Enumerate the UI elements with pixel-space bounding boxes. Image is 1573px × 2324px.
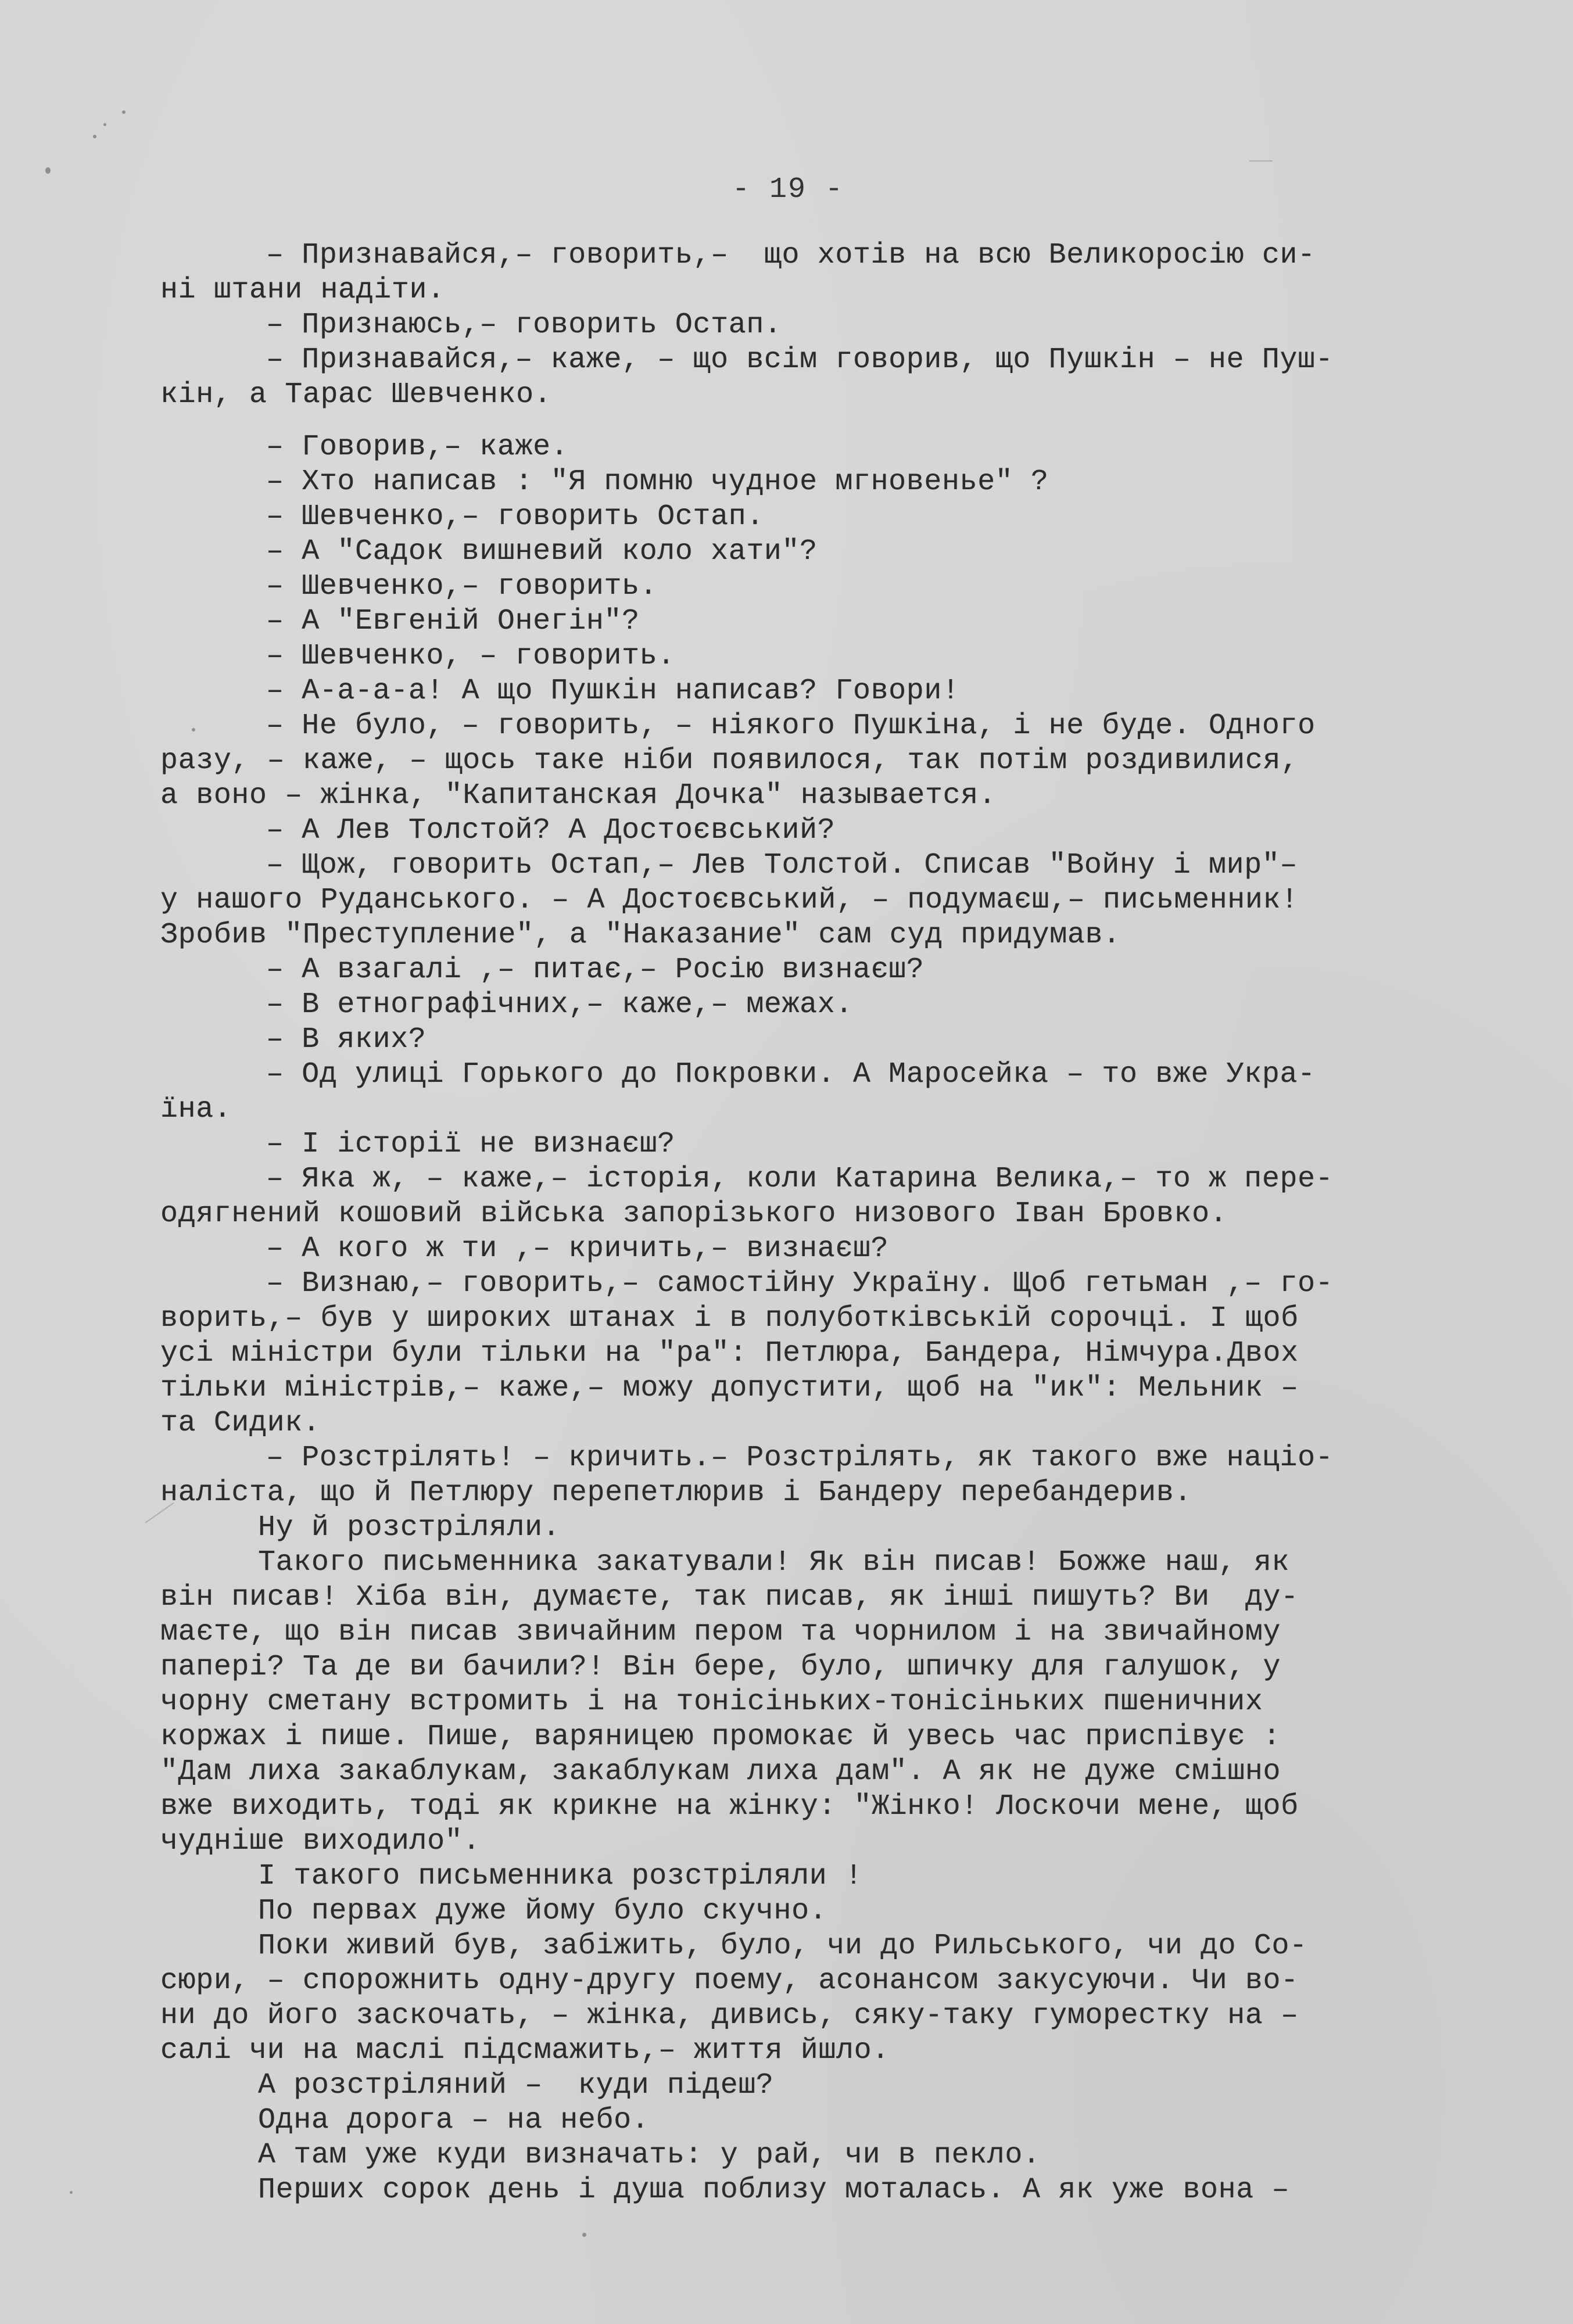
text-line: він писав! Хіба він, думаєте, так писав, як інші пишуть? Ви ду- <box>160 1581 1299 1614</box>
text-line: – А "Садок вишневий коло хати"? <box>266 535 818 568</box>
text-line: І такого письменника розстріляли ! <box>258 1860 863 1893</box>
text-line: А там уже куди визначать: у рай, чи в пекло. <box>258 2139 1041 2172</box>
text-line: а воно – жінка, "Капитанская Дочка" называется. <box>160 779 997 812</box>
text-line: – Признавайся,– говорить,– що хотів на всю Великоросію си- <box>266 239 1316 272</box>
text-line: – Розстрілять! – кричить.– Розстрілять, як такого вже націо- <box>266 1441 1334 1475</box>
paper-speck <box>45 167 51 174</box>
text-line: – Говорив,– каже. <box>266 431 569 464</box>
text-line: разу, – каже, – щось таке ніби появилося, так потім роздивилися, <box>160 744 1299 777</box>
text-line: Поки живий був, забіжить, було, чи до Рильського, чи до Со- <box>258 1930 1307 1963</box>
text-line: кін, а Тарас Шевченко. <box>160 378 552 411</box>
text-line: коржах і пише. Пише, варяницею промокає й увесь час приспівує : <box>160 1720 1281 1753</box>
text-line: По первах дуже йому було скучно. <box>258 1895 827 1928</box>
text-line: – Визнаю,– говорить,– самостійну Україну. Щоб гетьман ,– го- <box>266 1267 1334 1300</box>
text-line: Перших сорок день і душа поблизу моталась. А як уже вона – <box>258 2174 1290 2207</box>
text-line: вже виходить, тоді як крикне на жінку: "Жінко! Лоскочи мене, щоб <box>160 1790 1299 1823</box>
text-line: Зробив "Преступление", а "Наказание" сам суд придумав. <box>160 919 1121 952</box>
text-line: – А "Евгеній Онегін"? <box>266 605 640 638</box>
page-number: - 19 - <box>732 173 844 206</box>
text-line: чорну сметану встромить і на тонісінькиx-тонісіньких пшеничних <box>160 1685 1263 1719</box>
text-line: "Дам лиха закаблукам, закаблукам лиха дам". А як не дуже смішно <box>160 1755 1281 1788</box>
text-line: Одна дорога – на небо. <box>258 2104 650 2137</box>
text-line: ні штани надіти. <box>160 274 445 307</box>
text-line: папері? Та де ви бачили?! Він бере, було, шпичку для галушок, у <box>160 1651 1281 1684</box>
text-line: – А кого ж ти ,– кричить,– визнаєш? <box>266 1232 889 1265</box>
paper-speck <box>582 2233 586 2237</box>
text-line: – Не було, – говорить, – ніякого Пушкіна, і не буде. Одного <box>266 709 1316 743</box>
text-line: у нашого Руданського. – А Достоєвський, – подумаєш,– письменник! <box>160 884 1299 917</box>
text-line: – І історії не визнаєш? <box>266 1128 675 1161</box>
text-line: – А взагалі ,– питає,– Росію визнаєш? <box>266 953 925 987</box>
paper-speck <box>103 123 106 126</box>
text-line: тільки міністрів,– каже,– можу допустити, щоб на "ик": Мельник – <box>160 1372 1299 1405</box>
text-line: – Хто написав : "Я помню чудное мгновенье" ? <box>266 465 1049 498</box>
text-line: та Сидик. <box>160 1407 321 1440</box>
text-line: чудніше виходило". <box>160 1825 481 1858</box>
text-line: усі міністри були тільки на "ра": Петлюра, Бандера, Німчура.Двох <box>160 1337 1299 1370</box>
text-line: – Од улиці Горького до Покровки. А Маросейка – то вже Укра- <box>266 1058 1316 1091</box>
text-line: маєте, що він писав звичайним пером та чорнилом і на звичайному <box>160 1616 1281 1649</box>
text-line: Ну й розстріляли. <box>258 1511 561 1544</box>
text-line: – В яких? <box>266 1023 427 1056</box>
text-line: – Яка ж, – каже,– історія, коли Катарина Велика,– то ж пере- <box>266 1163 1334 1196</box>
text-line: ворить,– був у широких штанах і в полуботківській сорочці. І щоб <box>160 1302 1299 1335</box>
text-line: – А Лев Толстой? А Достоєвський? <box>266 814 836 847</box>
text-line: – Признаюсь,– говорить Остап. <box>266 309 782 342</box>
paper-speck <box>122 110 126 114</box>
paper-speck <box>70 2191 73 2194</box>
text-line: салі чи на маслі підсмажить,– життя йшло. <box>160 2034 890 2067</box>
text-line: А розстріляний – куди підеш? <box>258 2069 774 2102</box>
text-line: їна. <box>160 1093 232 1126</box>
text-line: ни до його заскочать, – жінка, дивись, сяку-таку гуморестку на – <box>160 1999 1299 2032</box>
typewritten-text <box>160 238 1497 2208</box>
text-line: – А-а-а-а! А що Пушкін написав? Говори! <box>266 675 960 708</box>
text-line: – Шевченко,– говорить Остап. <box>266 500 764 533</box>
text-line: наліста, що й Петлюру перепетлюрив і Бандеру перебандерив. <box>160 1476 1192 1509</box>
text-line: сюри, – спорожнить одну-другу поему, асонансом закусуючи. Чи во- <box>160 1964 1299 1997</box>
text-line: – Щож, говорить Остап,– Лев Толстой. Списав "Войну і мир"– <box>266 849 1298 882</box>
paper-scratch <box>1249 160 1273 162</box>
text-line: – Шевченко, – говорить. <box>266 640 675 673</box>
text-line: Такого письменника закатували! Як він писав! Божже наш, як <box>258 1546 1290 1579</box>
text-line: – В етнографічних,– каже,– межах. <box>266 988 853 1021</box>
paper-speck <box>93 135 96 138</box>
text-line: – Признавайся,– каже, – що всім говорив, що Пушкін – не Пуш- <box>266 343 1334 376</box>
text-line: – Шевченко,– говорить. <box>266 570 658 603</box>
text-line: одягнений кошовий війська запорізького низового Іван Бровко. <box>160 1197 1228 1231</box>
